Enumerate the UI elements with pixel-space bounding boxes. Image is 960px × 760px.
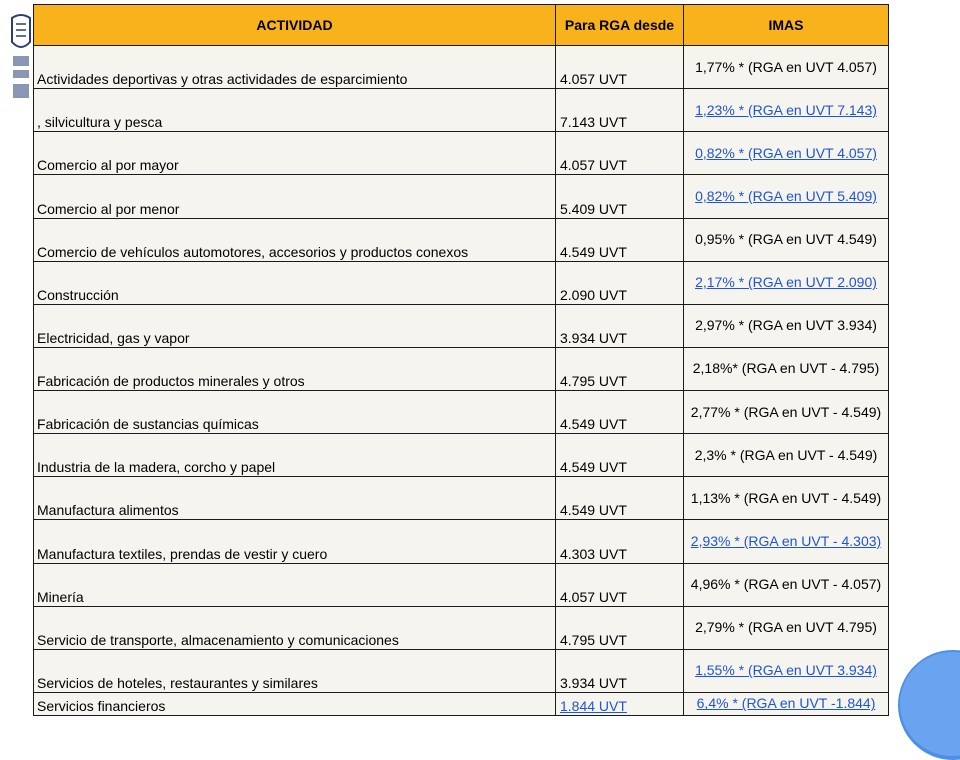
table-row	[34, 132, 889, 175]
cell-imas	[684, 175, 889, 218]
cell-rga: 4.549 UVT	[556, 391, 684, 434]
imas-link[interactable]: 0,82% * (RGA en UVT 4.057)	[695, 144, 877, 161]
cell-actividad: Servicios de hoteles, restaurantes y similares	[34, 649, 556, 692]
cell-imas: 2,18%* (RGA en UVT - 4.795)	[684, 347, 889, 390]
imas-link[interactable]: 0,82% * (RGA en UVT 5.409)	[695, 187, 877, 204]
table-row	[34, 89, 889, 132]
table-row	[34, 563, 889, 606]
cell-actividad: Comercio al por mayor	[34, 132, 556, 175]
cell-actividad: Fabricación de productos minerales y otros	[34, 347, 556, 390]
cell-actividad: Industria de la madera, corcho y papel	[34, 434, 556, 477]
cell-imas: 4,96% * (RGA en UVT - 4.057)	[684, 563, 889, 606]
cell-actividad: Manufactura alimentos	[34, 477, 556, 520]
table-row	[34, 477, 889, 520]
imas-link[interactable]: 2,93% * (RGA en UVT - 4.303)	[690, 532, 882, 549]
cell-rga: 2.090 UVT	[556, 261, 684, 304]
cell-imas	[684, 89, 889, 132]
cell-rga: 3.934 UVT	[556, 304, 684, 347]
header-actividad: ACTIVIDAD	[34, 5, 556, 46]
cell-actividad: Fabricación de sustancias químicas	[34, 391, 556, 434]
cell-rga	[556, 692, 684, 715]
cell-actividad: , silvicultura y pesca	[34, 89, 556, 132]
cell-imas	[684, 692, 889, 715]
cell-rga: 4.057 UVT	[556, 132, 684, 175]
imas-table	[33, 4, 889, 716]
cell-actividad: Actividades deportivas y otras actividades de esparcimiento	[34, 46, 556, 89]
table-row	[34, 218, 889, 261]
imas-link[interactable]: 1,23% * (RGA en UVT 7.143)	[695, 101, 877, 118]
cell-rga: 4.795 UVT	[556, 606, 684, 649]
cell-rga: 4.549 UVT	[556, 218, 684, 261]
imas-link[interactable]: 2,17% * (RGA en UVT 2.090)	[695, 274, 877, 291]
cell-imas: 0,95% * (RGA en UVT 4.549)	[684, 218, 889, 261]
cell-imas: 2,3% * (RGA en UVT - 4.549)	[684, 434, 889, 477]
cell-actividad: Minería	[34, 563, 556, 606]
cell-imas	[684, 132, 889, 175]
cell-actividad: Electricidad, gas y vapor	[34, 304, 556, 347]
table-row	[34, 391, 889, 434]
cell-rga: 4.057 UVT	[556, 563, 684, 606]
cell-actividad: Servicio de transporte, almacenamiento y comunicaciones	[34, 606, 556, 649]
rga-link[interactable]: 1.844 UVT	[560, 698, 627, 714]
table-row	[34, 347, 889, 390]
cell-rga: 4.549 UVT	[556, 477, 684, 520]
header-para-rga-desde: Para RGA desde	[556, 5, 684, 46]
table-row	[34, 649, 889, 692]
cell-imas: 2,79% * (RGA en UVT 4.795)	[684, 606, 889, 649]
table-row	[34, 606, 889, 649]
cell-rga: 4.795 UVT	[556, 347, 684, 390]
cell-actividad: Comercio al por menor	[34, 175, 556, 218]
table-row	[34, 520, 889, 563]
header-imas: IMAS	[684, 5, 889, 46]
cell-actividad: Comercio de vehículos automotores, accesorios y productos conexos	[34, 218, 556, 261]
cell-imas	[684, 649, 889, 692]
table-row	[34, 692, 889, 715]
table-row	[34, 175, 889, 218]
imas-link[interactable]: 1,55% * (RGA en UVT 3.934)	[695, 662, 877, 679]
table-row	[34, 261, 889, 304]
corner-decoration-inner	[900, 652, 960, 756]
cell-rga: 3.934 UVT	[556, 649, 684, 692]
imas-link[interactable]: 6,4% * (RGA en UVT -1.844)	[696, 695, 876, 712]
cell-actividad: Servicios financieros	[34, 692, 556, 715]
cell-imas	[684, 261, 889, 304]
cell-rga: 4.549 UVT	[556, 434, 684, 477]
table-row	[34, 434, 889, 477]
cell-actividad: Construcción	[34, 261, 556, 304]
cell-rga: 4.303 UVT	[556, 520, 684, 563]
cell-imas	[684, 520, 889, 563]
cell-rga: 4.057 UVT	[556, 46, 684, 89]
cell-imas: 1,13% * (RGA en UVT - 4.549)	[684, 477, 889, 520]
university-crest-icon	[8, 12, 34, 102]
cell-rga: 7.143 UVT	[556, 89, 684, 132]
table-header-row	[34, 5, 889, 46]
cell-rga: 5.409 UVT	[556, 175, 684, 218]
cell-imas: 1,77% * (RGA en UVT 4.057)	[684, 46, 889, 89]
cell-imas: 2,97% * (RGA en UVT 3.934)	[684, 304, 889, 347]
cell-actividad: Manufactura textiles, prendas de vestir y cuero	[34, 520, 556, 563]
cell-imas: 2,77% * (RGA en UVT - 4.549)	[684, 391, 889, 434]
table-row	[34, 46, 889, 89]
table-row	[34, 304, 889, 347]
